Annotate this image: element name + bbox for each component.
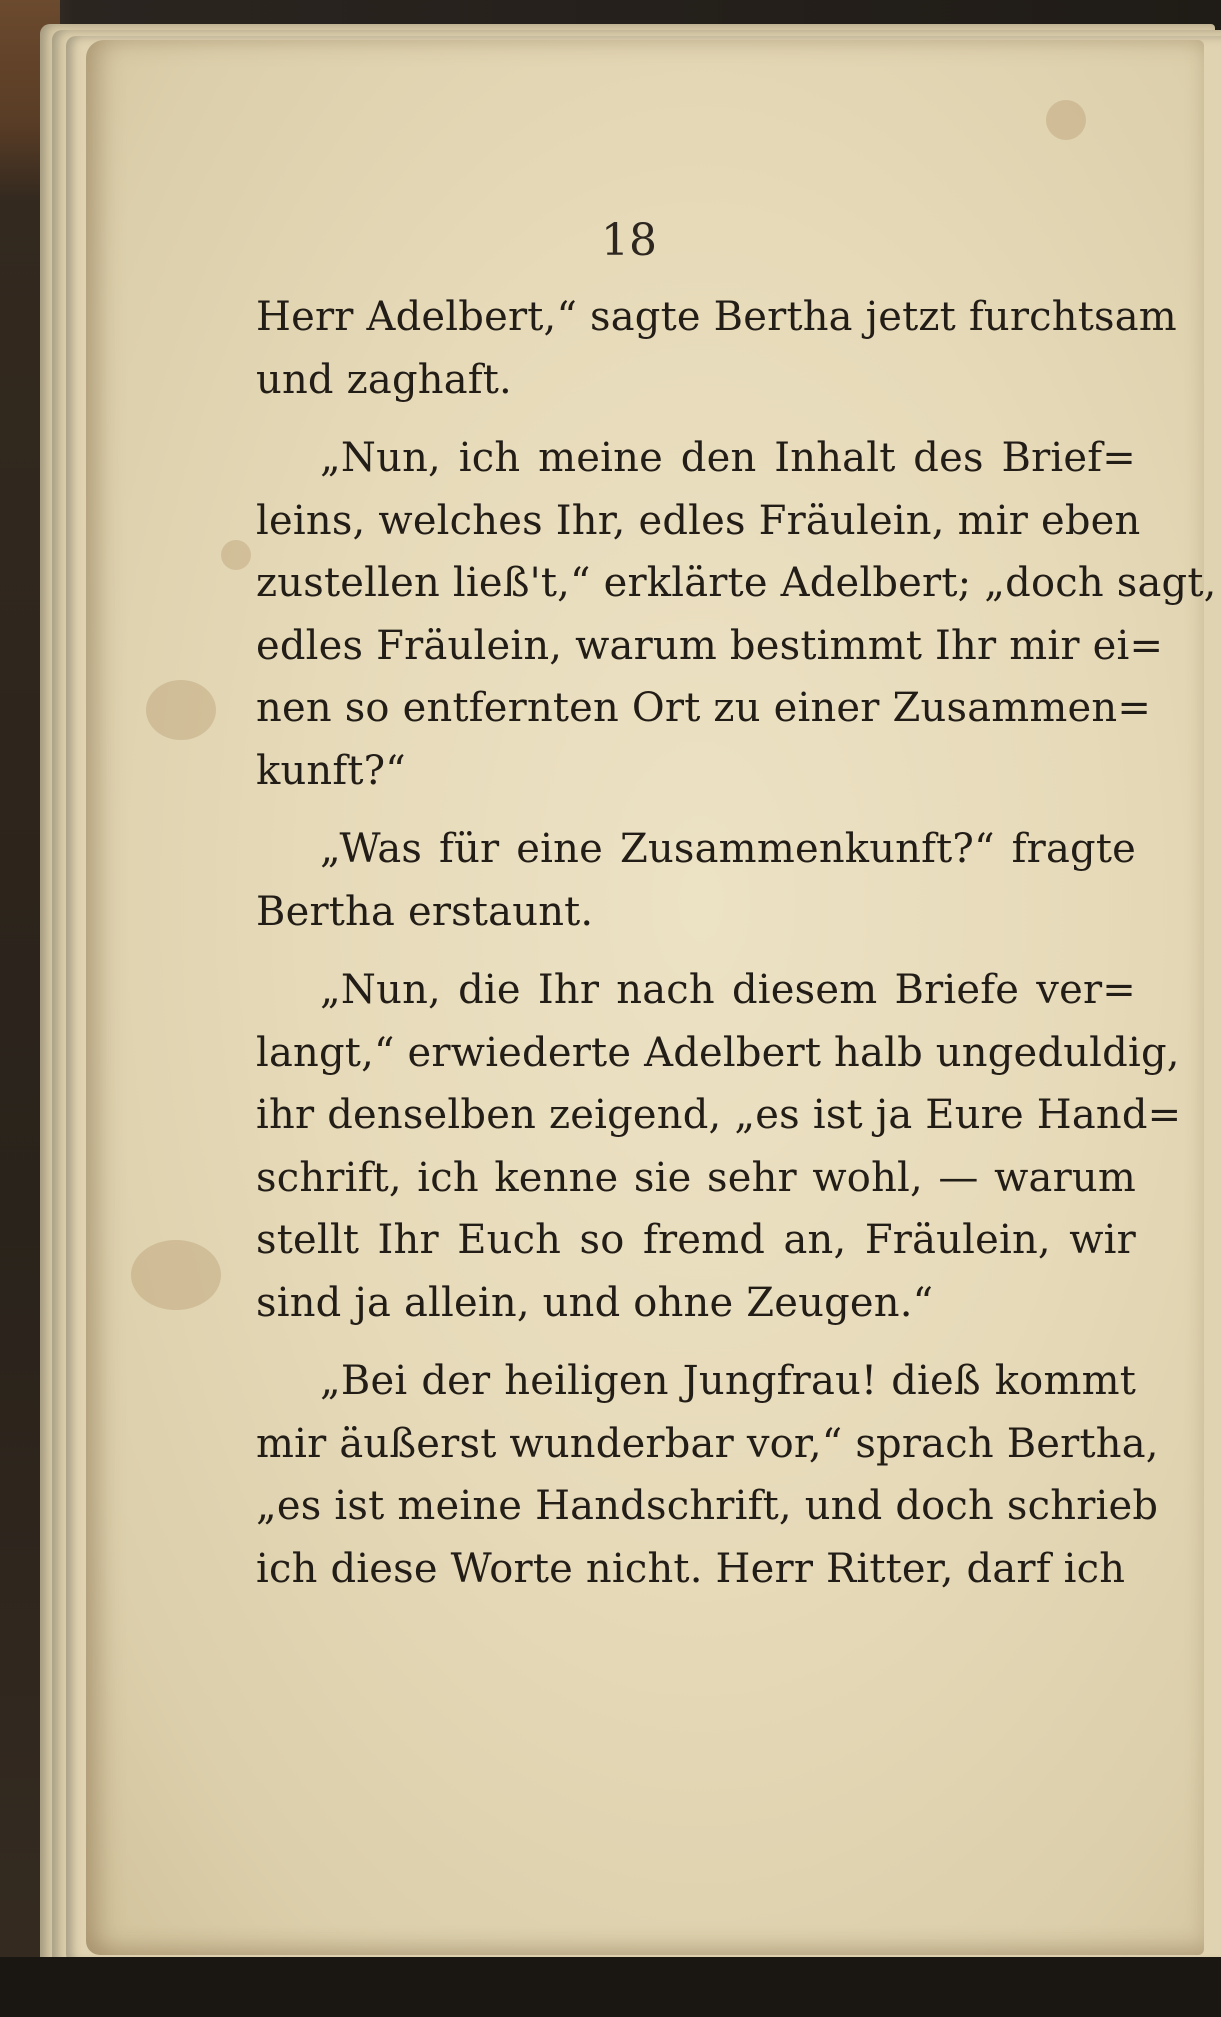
paragraph-gap — [256, 1334, 1136, 1350]
foxing-stain — [221, 540, 251, 570]
text-line: „Was für eine Zusammenkunft?“ fragte — [320, 826, 1136, 872]
text-line: „Nun, ich meine den Inhalt des Brief= — [320, 435, 1136, 481]
text-line: kunft?“ — [256, 747, 406, 794]
foxing-stain — [146, 680, 216, 740]
text-line: Herr Adelbert,“ sagte Bertha jetzt furchtsam — [256, 294, 1177, 340]
paragraph — [256, 427, 1217, 802]
text-line: schrift, ich kenne sie sehr wohl, — warum — [256, 1154, 1136, 1201]
paragraph — [256, 1350, 1159, 1600]
text-line: „Bei der heiligen Jungfrau! dieß kommt — [320, 1358, 1136, 1404]
text-line: zustellen ließ't,“ erklärte Adelbert; „doch sagt, — [256, 560, 1217, 606]
foxing-stain — [1046, 100, 1086, 140]
paragraph-gap — [256, 943, 1136, 959]
text-line: edles Fräulein, warum bestimmt Ihr mir ei= — [256, 622, 1164, 669]
paragraph — [256, 818, 1136, 943]
text-line: sind ja allein, und ohne Zeugen.“ — [256, 1279, 934, 1326]
text-line: nen so entfernten Ort zu einer Zusammen= — [256, 685, 1152, 731]
background-edge — [0, 1957, 1221, 2017]
text-line: ihr denselben zeigend, „es ist ja Eure Hand= — [256, 1092, 1182, 1138]
foxing-stain — [131, 1240, 221, 1310]
text-line: und zaghaft. — [256, 356, 512, 403]
text-line: „Nun, die Ihr nach diesem Briefe ver= — [320, 967, 1136, 1013]
text-line: ich diese Worte nicht. Herr Ritter, darf ich — [256, 1545, 1126, 1592]
paragraph-gap — [256, 411, 1136, 427]
text-line: leins, welches Ihr, edles Fräulein, mir eben — [256, 497, 1141, 544]
text-line: „es ist meine Handschrift, und doch schrieb — [256, 1483, 1159, 1529]
text-line: langt,“ erwiederte Adelbert halb ungeduldig, — [256, 1029, 1180, 1076]
paragraph — [256, 286, 1177, 411]
paragraph-gap — [256, 802, 1136, 818]
text-line: Bertha erstaunt. — [256, 888, 594, 935]
page-number: 18 — [601, 215, 657, 266]
paragraph — [256, 959, 1182, 1334]
body-text — [256, 286, 1217, 1600]
text-line: stellt Ihr Euch so fremd an, Fräulein, wir — [256, 1217, 1136, 1263]
text-line: mir äußerst wunderbar vor,“ sprach Bertha, — [256, 1420, 1159, 1467]
